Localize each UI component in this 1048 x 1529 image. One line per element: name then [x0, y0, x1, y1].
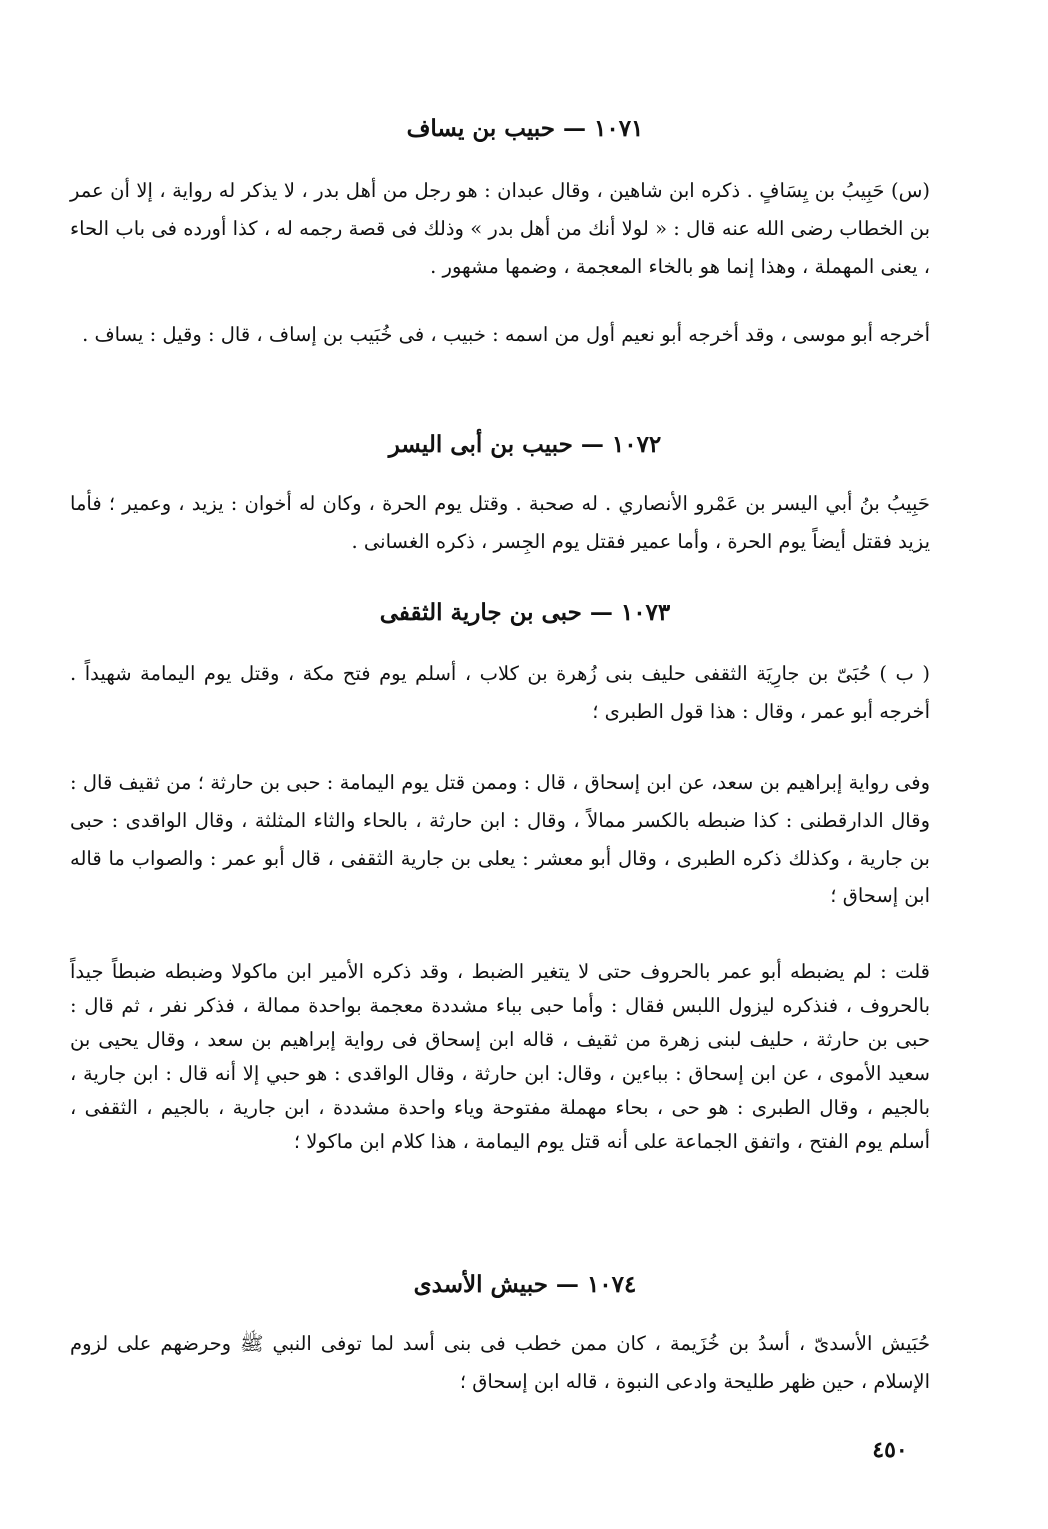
entry-heading-1074: ١٠٧٤ — حبيش الأسدى	[413, 1271, 637, 1298]
entry-paragraph: وفى رواية إبراهيم بن سعد، عن ابن إسحاق ، قال : وممن قتل يوم اليمامة : حبى بن حارثة ؛ من ثقيف قال : وقال الدارقطنى : كذا ضبطه بالكسر ممالاً ، وقال : ابن حارثة ، بالحاء والثاء المثلثة ، وقال الواقدى : حبى بن جارية ، وكذلك ذكره الطبرى ، وقال أبو معشر : يعلى بن جارية الثقفى ، قال أبو عمر : والصواب ما قاله ابن إسحاق ؛	[70, 771, 930, 908]
entry-paragraph: حَبِيبُ بنُ أبي اليسر بن عَمْرو الأنصاري . له صحبة . وقتل يوم الحرة ، وكان له أخوان : يزيد ، وعمير ؛ فأما يزيد فقتل أيضاً يوم الحرة ، وأما عمير فقتل يوم الجِسر ، ذكره الغسانى .	[70, 492, 930, 553]
entry-paragraph: ( ب ) حُبَىّ بن جارِيَة الثقفى حليف بنى زُهرة بن كلاب ، أسلم يوم فتح مكة ، وقتل يوم اليمامة شهيداً . أخرجه أبو عمر ، وقال : هذا قول الطبرى ؛	[70, 662, 930, 723]
entry-heading-1073: ١٠٧٣ — حبى بن جارية الثقفى	[379, 599, 671, 626]
entry-paragraph: قلت : لم يضبطه أبو عمر بالحروف حتى لا يتغير الضبط ، وقد ذكره الأمير ابن ماكولا وضبطه ضبطاً جيداً بالحروف ، فنذكره ليزول اللبس فقال : وأما حبى بباء مشددة معجمة بواحدة ممالة ، فذكر نفر ، ثم قال : حبى بن حارثة ، حليف لبنى زهرة من ثقيف ، قاله ابن إسحاق فى رواية إبراهيم بن سعد ، وقال يحيى بن سعيد الأموى ، عن ابن إسحاق : بباءين ، وقال: ابن حارثة ، وقال الواقدى : هو حبي إلا أنه قال : ابن جارية ، بالجيم ، وقال الطبرى : هو حى ، بحاء مهملة مفتوحة وياء واحدة مشددة ، ابن جارية ، بالجيم ، الثقفى ، أسلم يوم الفتح ، واتفق الجماعة على أنه قتل يوم اليمامة ، هذا كلام ابن ماكولا ؛	[70, 960, 930, 1153]
entry-paragraph: (س) حَبِيبُ بن يِسَافٍ . ذكره ابن شاهين ، وقال عبدان : هو رجل من أهل بدر ، لا يذكر له رواية ، إلا أن عمر بن الخطاب رضى الله عنه قال : « لولا أنك من أهل بدر » وذلك فى قصة رجمه له ، كذا أورده فى باب الحاء ، يعنى المهملة ، وهذا إنما هو بالخاء المعجمة ، وضمها مشهور .	[70, 179, 930, 278]
entry-paragraph: حُبَيش الأسدىّ ، أسدُ بن خُزَيمة ، كان ممن خطب فى بنى أسد لما توفى النبي ﷺ وحرضهم على لزوم الإسلام ، حين ظهر طليحة وادعى النبوة ، قاله ابن إسحاق ؛	[70, 1332, 930, 1393]
entry-paragraph: أخرجه أبو موسى ، وقد أخرجه أبو نعيم أول من اسمه : خبيب ، فى خُبَيب بن إساف ، قال : وقيل : يساف .	[82, 323, 930, 346]
page-number: ٤٥٠	[872, 1437, 908, 1463]
entry-heading-1072: ١٠٧٢ — حبيب بن أبى اليسر	[388, 431, 662, 458]
entry-heading-1071: ١٠٧١ — حبيب بن يساف	[406, 115, 644, 142]
